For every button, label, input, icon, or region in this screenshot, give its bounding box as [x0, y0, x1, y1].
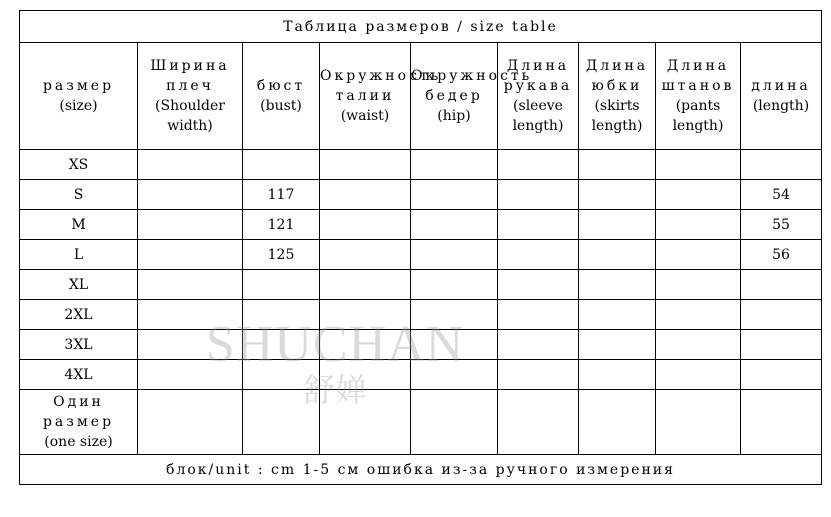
- cell-shoulder: [138, 180, 243, 210]
- cell-bust: [243, 330, 320, 360]
- cell-sleeve: [498, 330, 579, 360]
- cell-length: 56: [741, 240, 822, 270]
- cell-sleeve: [498, 270, 579, 300]
- watermark-chinese: 舒婵: [302, 371, 367, 409]
- cell-length: [741, 390, 822, 455]
- cell-size: L: [20, 240, 138, 270]
- cell-size: Один размер (one size): [20, 390, 138, 455]
- table-row-one-size: [20, 390, 822, 455]
- cell-bust: 121: [243, 210, 320, 240]
- cell-skirt: [579, 300, 656, 330]
- cell-skirt: [579, 180, 656, 210]
- cell-length: 55: [741, 210, 822, 240]
- cell-pants: [656, 210, 741, 240]
- cell-skirt: [579, 360, 656, 390]
- cell-pants: [656, 300, 741, 330]
- header-length: длина (length): [741, 43, 822, 150]
- table-title: Таблица размеров / size table: [20, 11, 822, 43]
- header-size: размер (size): [20, 43, 138, 150]
- header-sleeve: Длина рукава (sleeve length): [498, 43, 579, 150]
- cell-sleeve: [498, 390, 579, 455]
- cell-shoulder: [138, 300, 243, 330]
- cell-waist: [320, 240, 411, 270]
- cell-sleeve: [498, 210, 579, 240]
- cell-waist: [320, 210, 411, 240]
- cell-hip: [411, 360, 498, 390]
- watermark-text: SHUCHAN: [205, 316, 465, 373]
- header-row: [20, 43, 822, 150]
- cell-skirt: [579, 330, 656, 360]
- size-table: [19, 10, 822, 485]
- cell-hip: [411, 180, 498, 210]
- cell-pants: [656, 180, 741, 210]
- cell-size: S: [20, 180, 138, 210]
- cell-pants: [656, 360, 741, 390]
- header-bust: бюст (bust): [243, 43, 320, 150]
- cell-skirt: [579, 270, 656, 300]
- cell-hip: [411, 150, 498, 180]
- cell-shoulder: [138, 150, 243, 180]
- header-pants: Длина штанов (pants length): [656, 43, 741, 150]
- cell-bust: [243, 270, 320, 300]
- table-row: [20, 360, 822, 390]
- cell-shoulder: [138, 390, 243, 455]
- cell-bust: 125: [243, 240, 320, 270]
- cell-shoulder: [138, 270, 243, 300]
- cell-skirt: [579, 210, 656, 240]
- table-row: [20, 270, 822, 300]
- header-skirt: Длина юбки (skirts length): [579, 43, 656, 150]
- cell-waist: [320, 270, 411, 300]
- table-row: [20, 210, 822, 240]
- cell-sleeve: [498, 300, 579, 330]
- header-hip: Окружность бедер (hip): [411, 43, 498, 150]
- cell-hip: [411, 390, 498, 455]
- cell-shoulder: [138, 360, 243, 390]
- cell-hip: [411, 270, 498, 300]
- cell-pants: [656, 240, 741, 270]
- table-row: [20, 150, 822, 180]
- cell-sleeve: [498, 150, 579, 180]
- cell-length: 54: [741, 180, 822, 210]
- table-row: [20, 180, 822, 210]
- cell-pants: [656, 150, 741, 180]
- table-row: [20, 330, 822, 360]
- table-row: [20, 300, 822, 330]
- cell-pants: [656, 390, 741, 455]
- cell-size: 2XL: [20, 300, 138, 330]
- cell-skirt: [579, 240, 656, 270]
- cell-length: [741, 330, 822, 360]
- cell-bust: 117: [243, 180, 320, 210]
- cell-shoulder: [138, 210, 243, 240]
- cell-length: [741, 360, 822, 390]
- cell-waist: [320, 300, 411, 330]
- cell-pants: [656, 330, 741, 360]
- cell-waist: [320, 330, 411, 360]
- cell-waist: [320, 150, 411, 180]
- cell-skirt: [579, 150, 656, 180]
- cell-bust: [243, 360, 320, 390]
- cell-pants: [656, 270, 741, 300]
- cell-bust: [243, 390, 320, 455]
- cell-waist: [320, 390, 411, 455]
- cell-size: XS: [20, 150, 138, 180]
- table-body: [20, 150, 822, 390]
- table-row: [20, 240, 822, 270]
- cell-sleeve: [498, 240, 579, 270]
- cell-waist: [320, 360, 411, 390]
- cell-skirt: [579, 390, 656, 455]
- cell-sleeve: [498, 360, 579, 390]
- cell-bust: [243, 300, 320, 330]
- cell-size: M: [20, 210, 138, 240]
- cell-shoulder: [138, 330, 243, 360]
- cell-size: 3XL: [20, 330, 138, 360]
- cell-length: [741, 270, 822, 300]
- cell-bust: [243, 150, 320, 180]
- header-waist: Окружность талии (waist): [320, 43, 411, 150]
- cell-hip: [411, 330, 498, 360]
- cell-waist: [320, 180, 411, 210]
- cell-length: [741, 150, 822, 180]
- cell-hip: [411, 210, 498, 240]
- cell-size: 4XL: [20, 360, 138, 390]
- cell-hip: [411, 240, 498, 270]
- cell-size: XL: [20, 270, 138, 300]
- cell-sleeve: [498, 180, 579, 210]
- header-shoulder: Ширина плеч (Shoulder width): [138, 43, 243, 150]
- table-footer-note: блок/unit : cm 1-5 см ошибка из-за ручного измерения: [20, 455, 822, 485]
- cell-hip: [411, 300, 498, 330]
- cell-shoulder: [138, 240, 243, 270]
- cell-length: [741, 300, 822, 330]
